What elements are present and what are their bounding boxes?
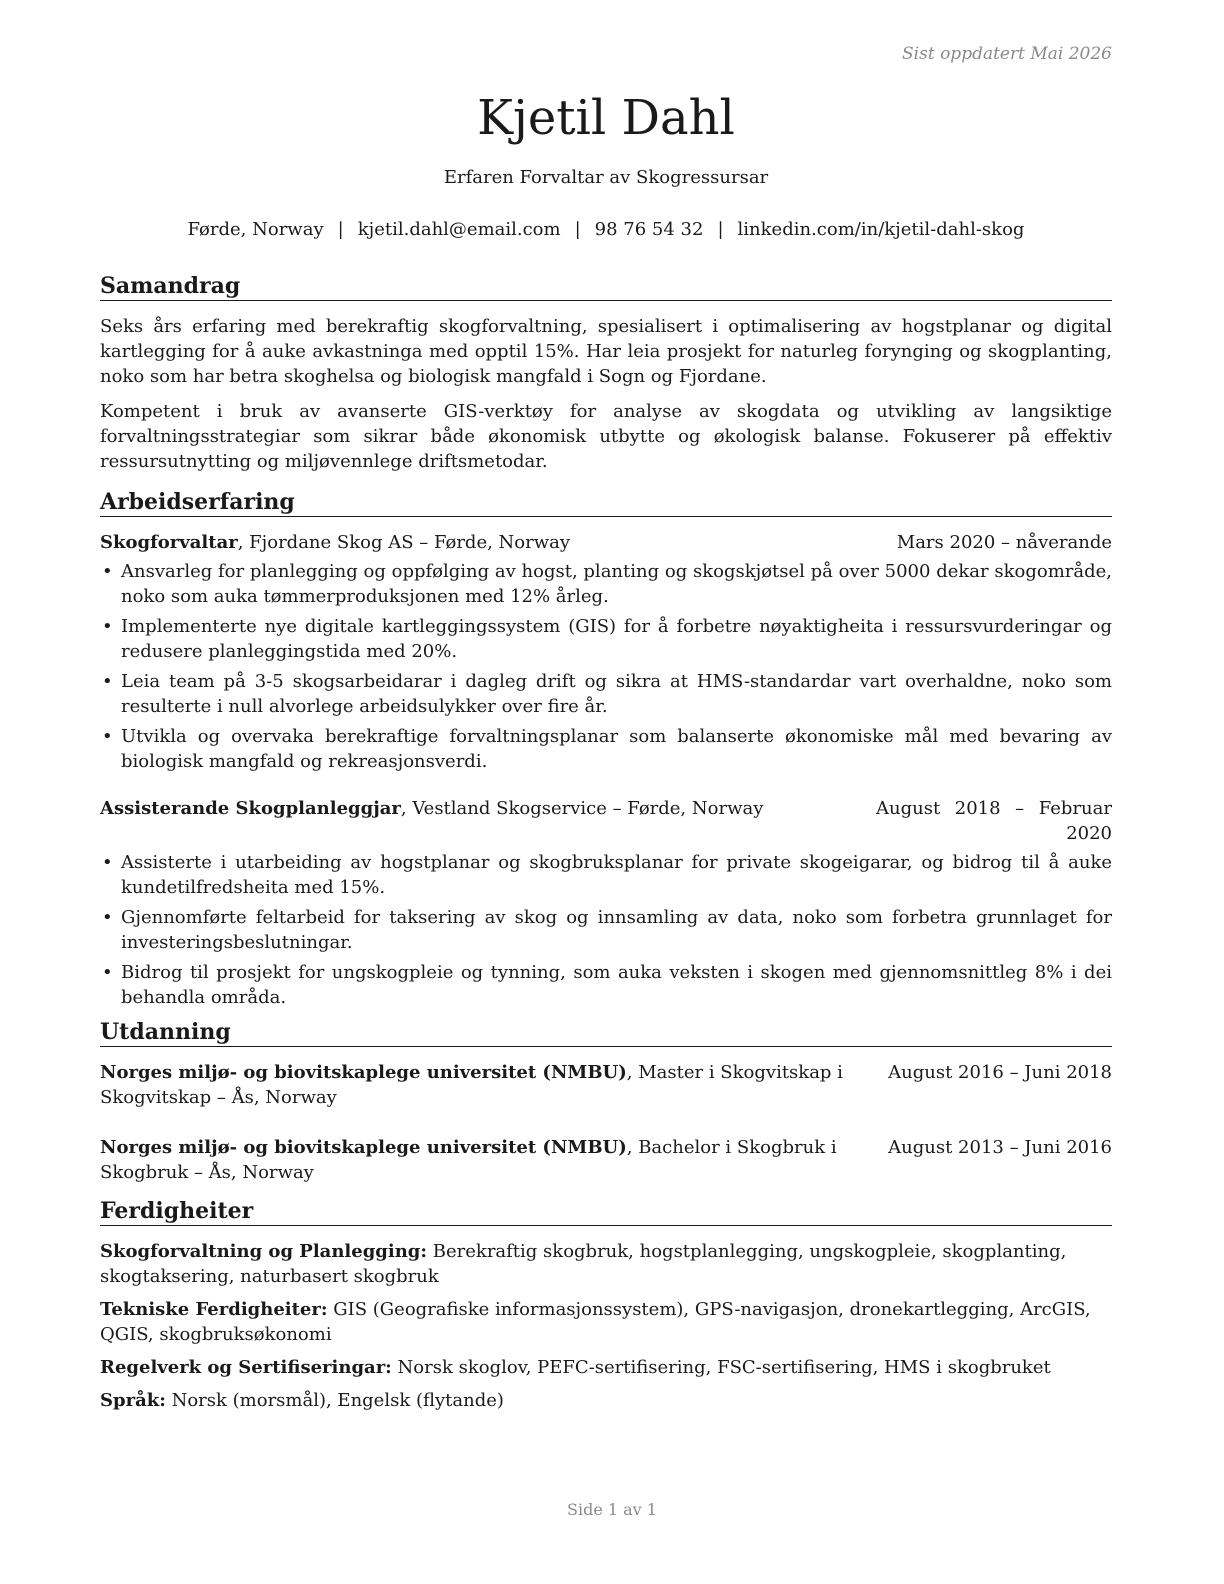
education-dates: August 2016 – Juni 2018 xyxy=(888,1062,1112,1083)
experience-section xyxy=(100,488,1112,1010)
bullet-icon: • xyxy=(102,616,113,637)
contact-linkedin[interactable]: linkedin.com/in/kjetil-dahl-skog xyxy=(737,219,1025,240)
list-item: • Utvikla og overvaka berekraftige forvaltningsplanar som balanserte økonomiske mål med bevaring av biologisk mangfald og rekreasjonsverdi. xyxy=(102,726,1112,772)
education-body xyxy=(100,1060,1112,1185)
contact-location: Førde, Norway xyxy=(187,219,324,240)
job-header xyxy=(100,530,1112,555)
bullet-icon: • xyxy=(102,962,113,983)
list-item: • Ansvarleg for planlegging og oppfølging av hogst, planting og skogskjøtsel på over 5000 dekar skogområde, noko som auka tømmerproduksjonen med 12% årleg. xyxy=(102,561,1112,607)
contact-separator: | xyxy=(574,219,581,240)
skill-row xyxy=(100,1355,1112,1380)
job-company: , Vestland Skogservice – Førde, Norway xyxy=(400,798,764,819)
skill-label: Skogforvaltning og Planlegging: xyxy=(100,1241,428,1262)
skill-row xyxy=(100,1239,1112,1289)
job-role: Assisterande Skogplanleggjar xyxy=(100,798,401,819)
job-bullets xyxy=(100,559,1112,774)
summary-paragraph: Kompetent i bruk av avanserte GIS-verktøy for analyse av skogdata og utvikling av langsiktige forvaltningsstrategiar som sikrar både økonomisk utbytte og økologisk balanse. Fokuserer på effektiv ressursutnytting og miljøvennlege driftsmetodar. xyxy=(100,401,1112,472)
job-role: Skogforvaltar xyxy=(100,532,238,553)
skill-text: Norsk (morsmål), Engelsk (flytande) xyxy=(165,1390,504,1411)
skill-row xyxy=(100,1388,1112,1413)
education-dates: August 2013 – Juni 2016 xyxy=(888,1137,1112,1158)
education-section xyxy=(100,1018,1112,1185)
skills-body xyxy=(100,1239,1112,1413)
contact-line xyxy=(100,218,1112,242)
job-header xyxy=(100,796,1112,846)
education-entry xyxy=(100,1060,1112,1110)
list-item: • Assisterte i utarbeiding av hogstplanar og skogbruksplanar for private skogeigarar, og bidrog til å auke kundetilfredsheita med 15%. xyxy=(102,852,1112,898)
candidate-title: Erfaren Forvaltar av Skogressursar xyxy=(443,167,769,188)
section-heading: Ferdigheiter xyxy=(100,1197,1112,1226)
contact-email[interactable]: kjetil.dahl@email.com xyxy=(357,219,561,240)
skill-label: Regelverk og Sertifiseringar: xyxy=(100,1357,392,1378)
summary-paragraph: Seks års erfaring med berekraftig skogforvaltning, spesialisert i optimalisering av hogstplanar og digital kartlegging for å auke avkastninga med opptil 15%. Har leia prosjekt for naturleg forynging og skogplanting, noko som har betra skoghelsa og biologisk mangfald i Sogn og Fjordane. xyxy=(100,316,1112,387)
list-item: • Implementerte nye digitale kartleggingssystem (GIS) for å forbetre nøyaktigheita i ressursvurderingar og redusere planleggingstida med 20%. xyxy=(102,616,1112,662)
skill-label: Tekniske Ferdigheiter: xyxy=(100,1299,328,1320)
school-name: Norges miljø- og biovitskaplege universitet (NMBU) xyxy=(100,1062,627,1083)
skill-text: Berekraftig skogbruk, hogstplanlegging, ungskogpleie, skogplanting, skogtaksering, naturbasert skogbruk xyxy=(100,1241,1067,1287)
summary-body xyxy=(100,314,1112,474)
list-item: • Bidrog til prosjekt for ungskogpleie og tynning, som auka veksten i skogen med gjennomsnittleg 8% i dei behandla områda. xyxy=(102,962,1112,1008)
contact-separator: | xyxy=(717,219,724,240)
skill-label: Språk: xyxy=(100,1390,166,1411)
section-heading: Utdanning xyxy=(100,1018,1112,1047)
contact-phone: 98 76 54 32 xyxy=(594,219,704,240)
skill-row xyxy=(100,1297,1112,1347)
section-heading: Arbeidserfaring xyxy=(100,488,1112,517)
bullet-icon: • xyxy=(102,561,113,582)
education-entry xyxy=(100,1135,1112,1185)
bullet-icon: • xyxy=(102,907,113,928)
job-dates: August 2018 – Februar 2020 xyxy=(876,798,1112,844)
bullet-icon: • xyxy=(102,726,113,747)
job-entry xyxy=(100,796,1112,1010)
job-bullets xyxy=(100,850,1112,1010)
skill-text: GIS (Geografiske informasjonssystem), GPS-navigasjon, dronekartlegging, ArcGIS, QGIS, skogbruksøkonomi xyxy=(100,1299,1091,1345)
skills-section xyxy=(100,1197,1112,1413)
section-heading: Samandrag xyxy=(100,272,1112,301)
last-updated: Sist oppdatert Mai 2026 xyxy=(902,44,1112,64)
contact-separator: | xyxy=(337,219,344,240)
job-company: , Fjordane Skog AS – Førde, Norway xyxy=(237,532,571,553)
job-dates: Mars 2020 – nåverande xyxy=(896,532,1112,553)
bullet-icon: • xyxy=(102,852,113,873)
experience-body xyxy=(100,530,1112,1010)
degree-detail: , Master i Skogvitskap i Skogvitskap – Ås, Norway xyxy=(100,1062,843,1108)
summary-section xyxy=(100,272,1112,474)
bullet-icon: • xyxy=(102,671,113,692)
page-number: Side 1 av 1 xyxy=(567,1500,657,1519)
job-entry xyxy=(100,530,1112,774)
candidate-name: Kjetil Dahl xyxy=(477,90,735,146)
list-item: • Gjennomførte feltarbeid for taksering av skog og innsamling av data, noko som forbetra grunnlaget for investeringsbeslutningar. xyxy=(102,907,1112,953)
skill-text: Norsk skoglov, PEFC-sertifisering, FSC-sertifisering, HMS i skogbruket xyxy=(391,1357,1051,1378)
list-item: • Leia team på 3-5 skogsarbeidarar i dagleg drift og sikra at HMS-standardar vart overhaldne, noko som resulterte i null alvorlege arbeidsulykker over fire år. xyxy=(102,671,1112,717)
degree-detail: , Bachelor i Skogbruk i Skogbruk – Ås, Norway xyxy=(100,1137,837,1183)
school-name: Norges miljø- og biovitskaplege universitet (NMBU) xyxy=(100,1137,627,1158)
